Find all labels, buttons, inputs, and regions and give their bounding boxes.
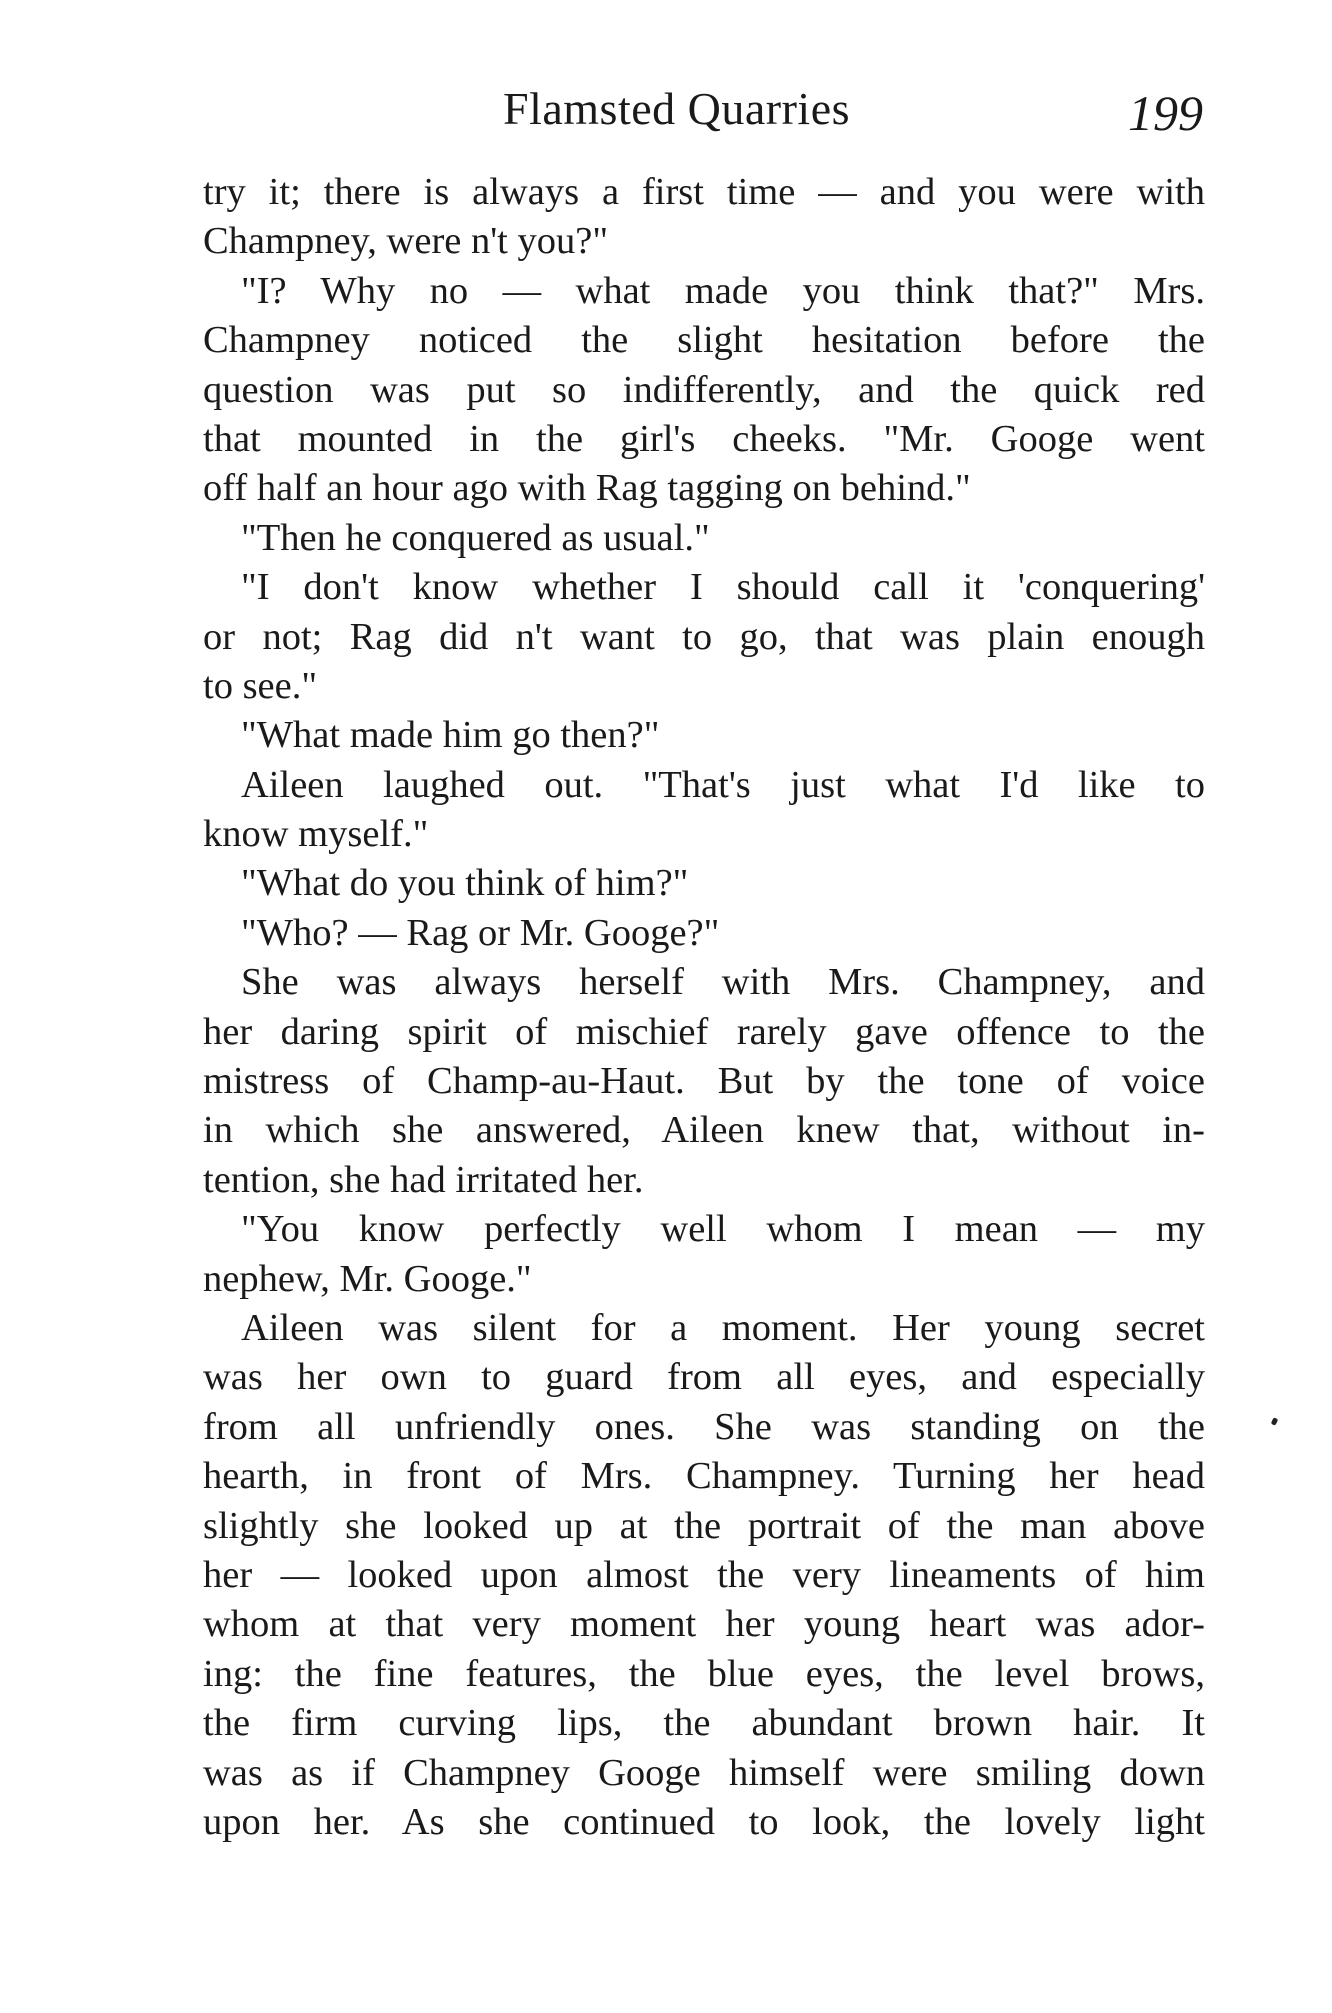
text-line: hearth, in front of Mrs. Champney. Turning her head — [203, 1455, 1205, 1498]
text-line: Aileen laughed out. "That's just what I'd like to — [241, 763, 1205, 806]
text-line: was as if Champney Googe himself were smiling down — [203, 1751, 1205, 1794]
text-line: "I don't know whether I should call it 'conquering' — [241, 566, 1205, 609]
page-number: 199 — [1128, 85, 1203, 141]
text-line: nephew, Mr. Googe." — [203, 1257, 532, 1300]
text-line: the firm curving lips, the abundant brown hair. It — [203, 1702, 1205, 1745]
text-line: was her own to guard from all eyes, and especially — [203, 1356, 1205, 1399]
text-line: ing: the fine features, the blue eyes, the level brows, — [203, 1652, 1205, 1695]
text-line: slightly she looked up at the portrait of the man above — [203, 1504, 1205, 1547]
text-line: tention, she had irritated her. — [203, 1158, 644, 1201]
text-line: in which she answered, Aileen knew that, without in- — [203, 1109, 1205, 1152]
text-line: "Then he conquered as usual." — [241, 516, 710, 559]
running-title: Flamsted Quarries — [503, 83, 851, 134]
text-line: Champney, were n't you?" — [203, 220, 609, 263]
text-line: mistress of Champ-au-Haut. But by the tone of voice — [203, 1060, 1205, 1103]
text-line: or not; Rag did n't want to go, that was plain enough — [203, 615, 1205, 658]
text-line: from all unfriendly ones. She was standing on the — [203, 1405, 1205, 1448]
text-line: whom at that very moment her young heart was ador- — [203, 1603, 1205, 1646]
text-line: her daring spirit of mischief rarely gave offence to the — [203, 1010, 1205, 1053]
text-line: her — looked upon almost the very lineaments of him — [203, 1553, 1205, 1596]
ink-speck — [1271, 1417, 1278, 1425]
body-text — [203, 168, 1205, 1847]
text-line: Champney noticed the slight hesitation before the — [203, 319, 1205, 362]
text-line: Aileen was silent for a moment. Her young secret — [241, 1306, 1205, 1349]
text-line: off half an hour ago with Rag tagging on behind." — [203, 467, 971, 510]
text-line: "You know perfectly well whom I mean — my — [241, 1208, 1205, 1251]
text-line: "What do you think of him?" — [241, 862, 689, 905]
text-line: "What made him go then?" — [241, 714, 660, 757]
text-line: know myself." — [203, 813, 429, 856]
text-line: try it; there is always a first time — and you were with — [203, 171, 1205, 213]
text-line: that mounted in the girl's cheeks. "Mr. Googe went — [203, 417, 1205, 460]
text-line: She was always herself with Mrs. Champney, and — [241, 961, 1205, 1004]
text-line: question was put so indifferently, and the quick red — [203, 368, 1205, 411]
running-head — [203, 82, 1203, 152]
text-line: "Who? — Rag or Mr. Googe?" — [241, 911, 720, 954]
text-line: "I? Why no — what made you think that?" Mrs. — [241, 269, 1205, 312]
text-line: upon her. As she continued to look, the lovely light — [203, 1800, 1205, 1843]
text-line: to see." — [203, 664, 318, 707]
